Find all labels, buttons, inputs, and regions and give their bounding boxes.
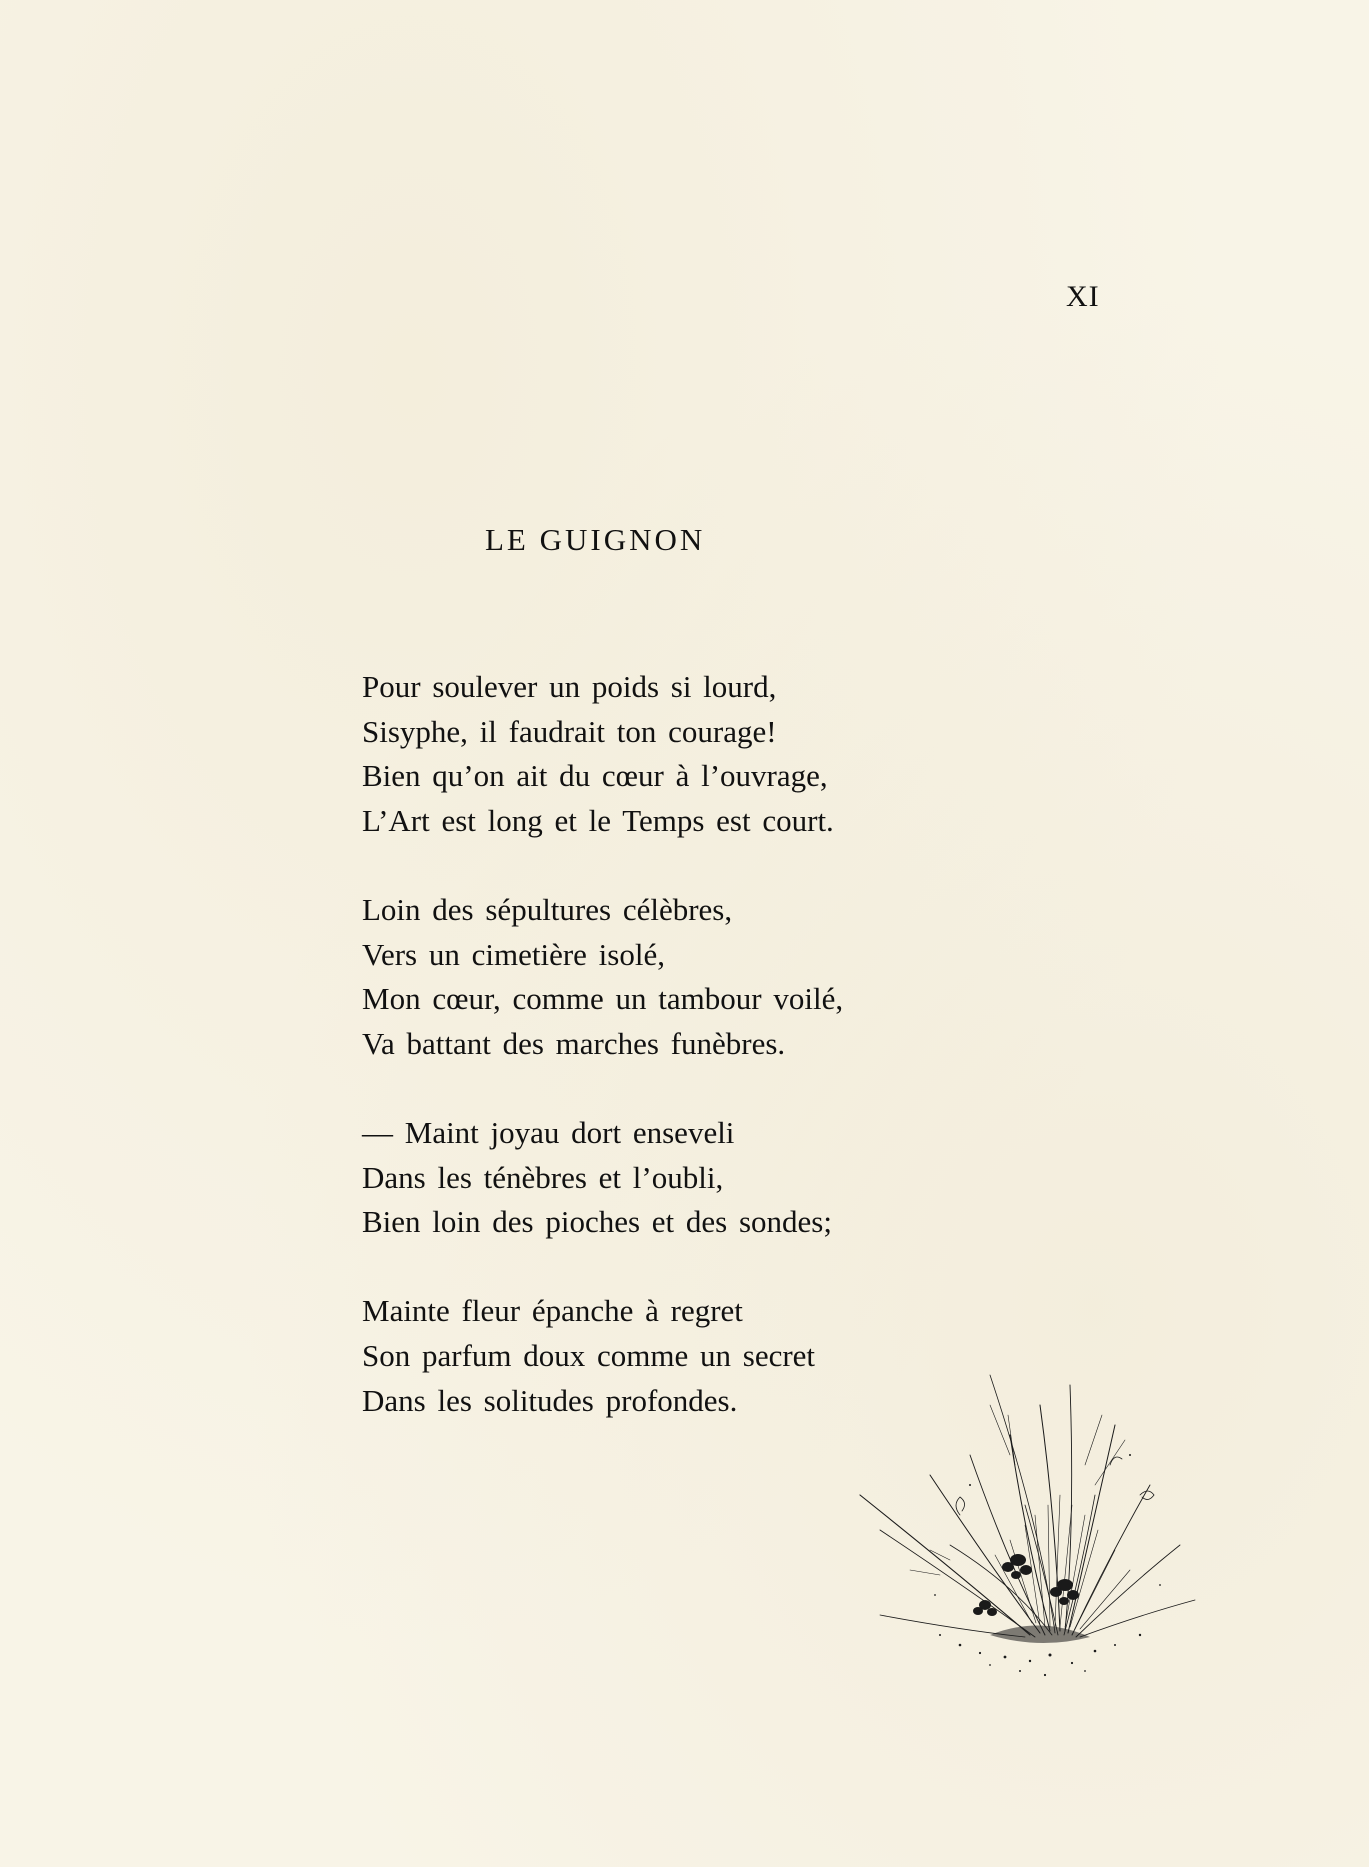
verse-line: Pour soulever un poids si lourd,: [362, 669, 777, 704]
verse-line: Bien loin des pioches et des sondes;: [362, 1204, 832, 1240]
stanza-2: [362, 888, 843, 1066]
stanza-4: [362, 1289, 843, 1423]
verse-line: Loin des sépultures célèbres,: [362, 891, 733, 927]
stanza-1: [362, 665, 843, 843]
stanza-3: [362, 1111, 843, 1245]
verse-line: Sisyphe, il faudrait ton courage!: [362, 713, 777, 749]
verse-line: L’Art est long et le Temps est court.: [362, 802, 834, 838]
verse-line: Vers un cimetière isolé,: [362, 936, 665, 972]
verse-line: Mon cœur, comme un tambour voilé,: [362, 981, 844, 1017]
verse-line: Bien qu’on ait du cœur à l’ouvrage,: [362, 758, 828, 794]
verse-line: Dans les solitudes profondes.: [362, 1382, 738, 1418]
poem-title: LE GUIGNON: [485, 522, 706, 557]
verse-line: Dans les ténèbres et l’oubli,: [362, 1159, 724, 1195]
verse-line: Mainte fleur épanche à regret: [362, 1293, 743, 1329]
grass-and-violets-vignette-icon: [840, 1345, 1200, 1685]
verse-line: Son parfum doux comme un secret: [362, 1337, 816, 1373]
verse-line: — Maint joyau dort enseveli: [362, 1114, 735, 1150]
poem-body: [362, 665, 843, 1423]
verse-line: Va battant des marches funèbres.: [362, 1025, 786, 1061]
page-number: XI: [1066, 280, 1100, 313]
